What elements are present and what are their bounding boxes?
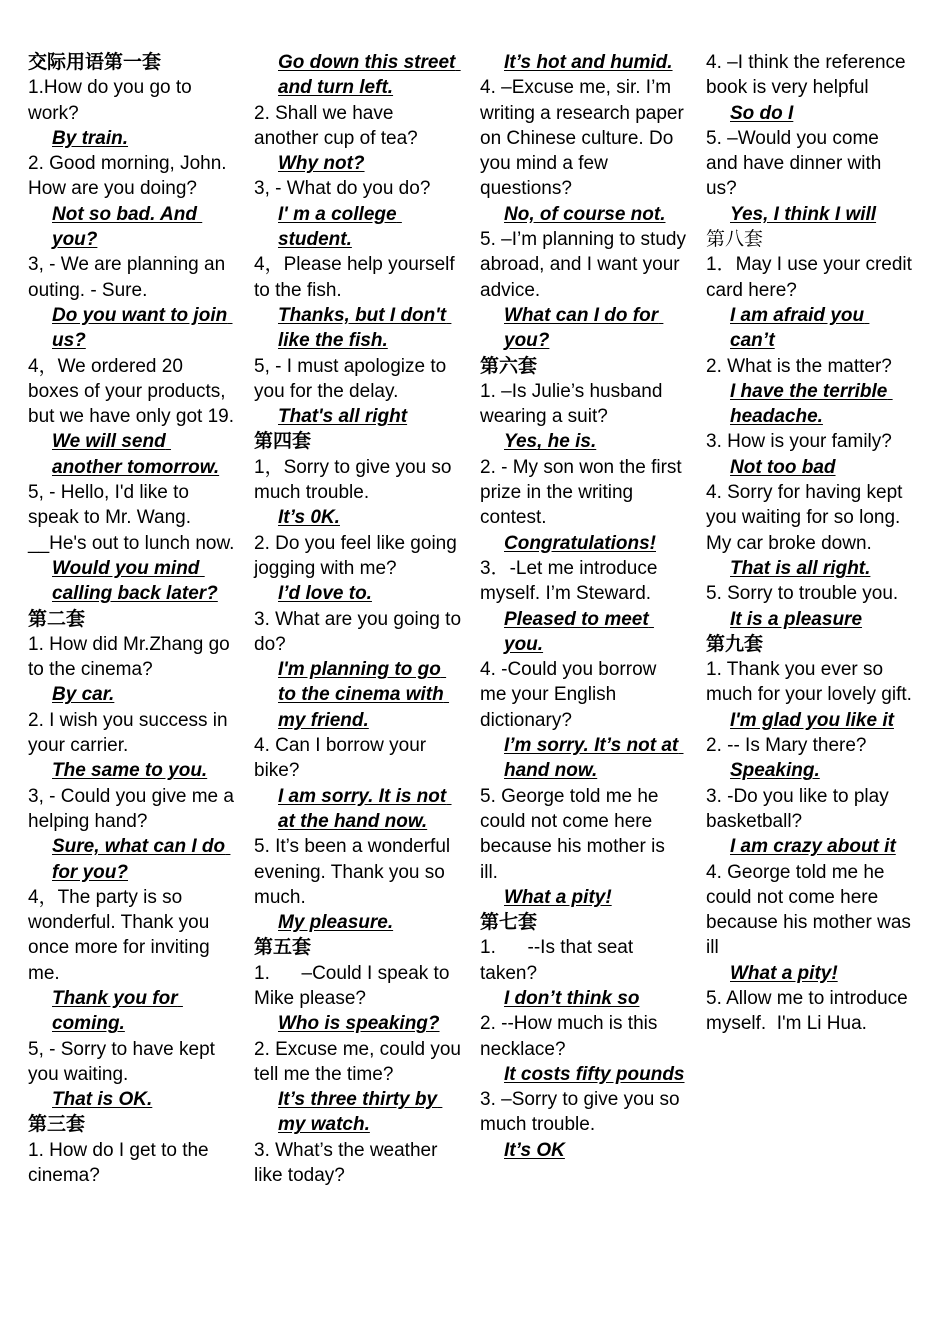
answer-line: By car. [52, 684, 115, 706]
question-line: 1. –Is Julie’s husband wearing a suit? [480, 380, 668, 428]
question-line: 4. Can I borrow your bike? [254, 735, 432, 782]
answer-line: Congratulations! [504, 532, 656, 554]
answer-line: The same to you. [52, 760, 208, 782]
answer-line: I have the terrible headache. [730, 380, 893, 428]
question-line: 4. –I think the reference book is very helpful [706, 52, 911, 99]
answer-line: I’d love to. [278, 583, 372, 605]
answer-line: I am crazy about it [730, 836, 896, 858]
answer-line: That is all right. [730, 557, 871, 579]
question-line: 2. What is the matter? [706, 355, 892, 377]
question-line: 5. Sorry to trouble you. [706, 583, 899, 605]
question-line: 5. It’s been a wonderful evening. Thank you so much. [254, 836, 456, 908]
answer-line: Speaking. [730, 760, 820, 782]
question-line: 1. –Could I speak to Mike please? [254, 962, 455, 1009]
question-line: 5. Allow me to introduce myself. I'm Li Hua. [706, 987, 913, 1035]
answer-line: My pleasure. [278, 912, 394, 934]
question-line: 1. How did Mr.Zhang go to the cinema? [28, 633, 235, 681]
answer-line: Thanks, but I don't like the fish. [278, 304, 452, 352]
question-line: 5, - Hello, I'd like to speak to Mr. Wang. __He's out to lunch now. [28, 482, 235, 554]
answer-line: What a pity! [504, 886, 612, 908]
answer-line: What a pity! [730, 962, 838, 984]
column-2 [254, 50, 467, 1310]
answer-line: Yes, I think I will [730, 203, 877, 225]
answer-line: It’s three thirty by my watch. [278, 1089, 443, 1136]
answer-line: Who is speaking? [278, 1013, 440, 1035]
question-line: 1.How do you go to work? [28, 77, 197, 124]
question-line: 4，The party is so wonderful. Thank you once more for inviting me. [28, 886, 215, 984]
answer-line: Pleased to meet you. [504, 608, 654, 655]
question-line: 2. Do you feel like going jogging with me? [254, 532, 463, 579]
answer-line: Do you want to join us? [52, 304, 233, 352]
question-line: 3, - Could you give me a helping hand? [28, 785, 240, 832]
answer-line: That is OK. [52, 1089, 153, 1111]
answer-line: It’s hot and humid. [504, 52, 673, 73]
question-line: 3. –Sorry to give you so much trouble. [480, 1089, 685, 1136]
answer-line: Sure, what can I do for you? [52, 836, 231, 883]
answer-line: It is a pleasure [730, 608, 863, 630]
answer-line: I'm glad you like it [730, 709, 894, 731]
question-line: 3. How is your family? [706, 431, 892, 453]
question-line: 3. What’s the weather like today? [254, 1139, 443, 1187]
question-line: 4. George told me he could not come here because his mother was ill [706, 861, 917, 959]
question-line: 2. -- Is Mary there? [706, 735, 867, 757]
question-line: 2. Good morning, John. How are you doing? [28, 153, 232, 200]
section-heading: 第七套 [480, 912, 538, 934]
answer-line: It’s 0K. [278, 507, 340, 529]
question-line: 3, - What do you do? [254, 178, 431, 200]
section-heading: 第二套 [28, 608, 86, 630]
question-line: 5, - Sorry to have kept you waiting. [28, 1038, 221, 1085]
section-heading: 第三套 [28, 1114, 86, 1136]
question-line: 4，Please help yourself to the fish. [254, 254, 460, 301]
column-4 [706, 50, 918, 1310]
question-line: 4，We ordered 20 boxes of your products, but we have only got 19. [28, 355, 234, 428]
answer-line: I don’t think so [504, 987, 640, 1009]
question-line: 3. What are you going to do? [254, 608, 467, 655]
answer-line: So do I [730, 102, 794, 124]
answer-line: Would you mind calling back later? [52, 557, 218, 605]
answer-line: No, of course not. [504, 203, 666, 225]
question-line: 1. How do I get to the cinema? [28, 1139, 214, 1187]
answer-line: Not so bad. And you? [52, 203, 203, 251]
section-heading: 第九套 [706, 633, 764, 655]
question-line: 3, - We are planning an outing. - Sure. [28, 254, 231, 301]
question-line: 2. I wish you success in your carrier. [28, 709, 233, 757]
answer-line: Why not? [278, 153, 365, 175]
question-line: 4. Sorry for having kept you waiting for so long. My car broke down. [706, 482, 908, 554]
question-line: 2. Shall we have another cup of tea? [254, 102, 418, 149]
column-3 [480, 50, 692, 1310]
answer-line: Not too bad [730, 456, 836, 478]
question-line: 1. --Is that seat taken? [480, 937, 639, 984]
section-heading: 第六套 [480, 355, 538, 377]
section-heading: 第四套 [254, 431, 312, 453]
question-line: 5. –Would you come and have dinner with us? [706, 127, 887, 200]
answer-line: Yes, he is. [504, 431, 597, 453]
answer-line: Thank you for coming. [52, 987, 183, 1035]
column-1 [28, 50, 240, 1310]
answer-line: I am sorry. It is not at the hand now. [278, 785, 452, 832]
question-line: 5. –I’m planning to study abroad, and I want your advice. [480, 229, 692, 301]
question-line: 2. Excuse me, could you tell me the time? [254, 1038, 467, 1085]
answer-line: I am afraid you can’t [730, 304, 870, 352]
answer-line: That's all right [278, 406, 408, 428]
section-heading: 第五套 [254, 937, 312, 959]
question-line: 3．-Let me introduce myself. I’m Steward. [480, 557, 663, 605]
question-line: 2. --How much is this necklace? [480, 1013, 663, 1060]
answer-line: It’s OK [504, 1139, 565, 1161]
question-line: 5. George told me he could not come here because his mother is ill. [480, 785, 671, 883]
section-heading: 交际用语第一套 [28, 52, 162, 73]
answer-line: I'm planning to go to the cinema with my friend. [278, 659, 450, 731]
question-line: 第八套 [706, 229, 764, 251]
answer-line: By train. [52, 127, 129, 149]
question-line: 1，Sorry to give you so much trouble. [254, 456, 457, 504]
document-page [28, 50, 928, 1310]
question-line: 5, - I must apologize to you for the delay. [254, 355, 452, 402]
question-line: 1．May I use your credit card here? [706, 254, 918, 301]
question-line: 2. - My son won the first prize in the writing contest. [480, 456, 687, 529]
question-line: 4. -Could you borrow me your English dictionary? [480, 659, 662, 731]
question-line: 4. –Excuse me, sir. I’m writing a research paper on Chinese culture. Do you mind a few questions? [480, 77, 690, 200]
answer-line: I’m sorry. It’s not at hand now. [504, 735, 684, 782]
question-line: 3. -Do you like to play basketball? [706, 785, 894, 832]
question-line: 1. Thank you ever so much for your lovely gift. [706, 659, 912, 706]
answer-line: We will send another tomorrow. [52, 431, 220, 478]
answer-line: What can I do for you? [504, 304, 664, 352]
answer-line: I' m a college student. [278, 203, 402, 251]
answer-line: It costs fifty pounds [504, 1063, 685, 1085]
answer-line: Go down this street and turn left. [278, 52, 461, 99]
